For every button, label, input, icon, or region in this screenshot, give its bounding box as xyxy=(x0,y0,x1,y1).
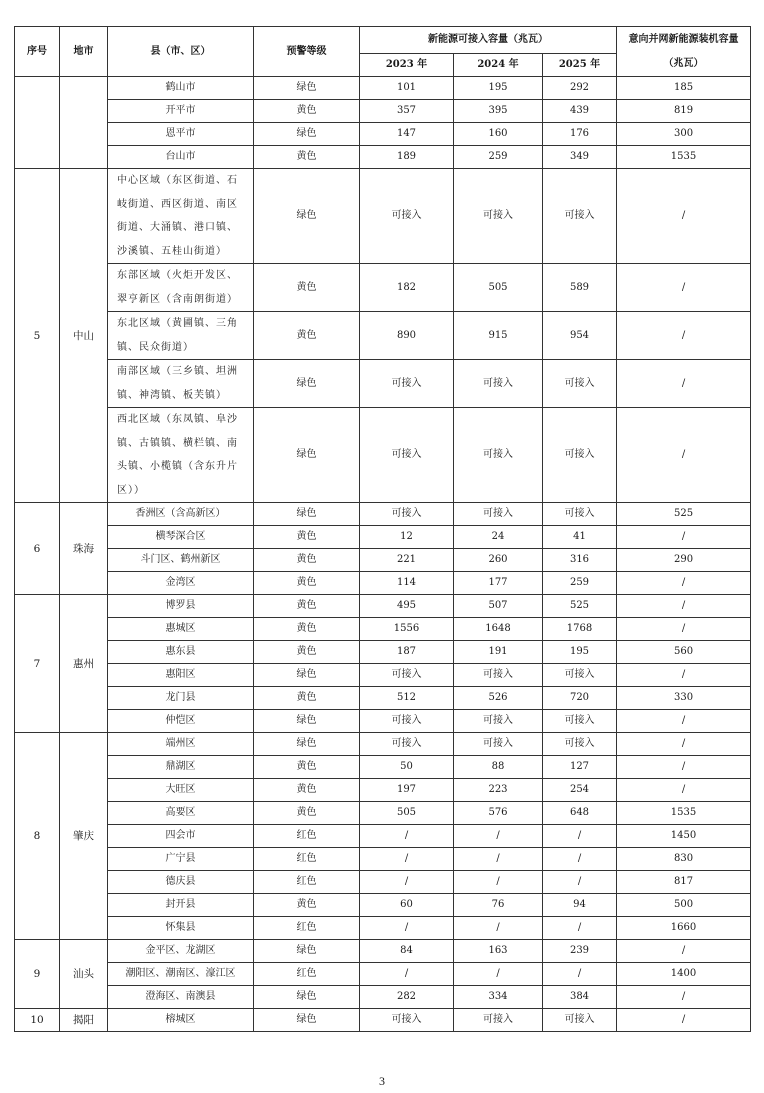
row-index-cell: 7 xyxy=(15,595,60,733)
warning-level-cell: 红色 xyxy=(254,848,360,871)
capacity-2024-cell: 505 xyxy=(454,264,543,312)
county-cell: 仲恺区 xyxy=(108,710,254,733)
table-row xyxy=(15,264,751,312)
header-installed-capacity: 意向并网新能源装机容量（兆瓦） xyxy=(617,27,751,77)
table-row xyxy=(15,687,751,710)
capacity-2023-cell: 512 xyxy=(360,687,454,710)
capacity-2025-cell: 可接入 xyxy=(543,1009,617,1032)
capacity-2024-cell: / xyxy=(454,825,543,848)
capacity-2023-cell: 221 xyxy=(360,549,454,572)
table-row xyxy=(15,312,751,360)
row-index-cell xyxy=(15,77,60,169)
capacity-2025-cell: 349 xyxy=(543,146,617,169)
capacity-2024-cell: 526 xyxy=(454,687,543,710)
capacity-2023-cell: 可接入 xyxy=(360,408,454,503)
header-city: 地市 xyxy=(60,27,108,77)
installed-capacity-cell: / xyxy=(617,360,751,408)
capacity-2023-cell: / xyxy=(360,848,454,871)
capacity-2025-cell: 954 xyxy=(543,312,617,360)
capacity-2023-cell: 495 xyxy=(360,595,454,618)
county-cell: 龙门县 xyxy=(108,687,254,710)
installed-capacity-cell: 817 xyxy=(617,871,751,894)
table-row xyxy=(15,618,751,641)
capacity-2025-cell: / xyxy=(543,963,617,986)
row-index-cell: 8 xyxy=(15,733,60,940)
capacity-2024-cell: 507 xyxy=(454,595,543,618)
capacity-2025-cell: / xyxy=(543,871,617,894)
capacity-2024-cell: 可接入 xyxy=(454,169,543,264)
table-header xyxy=(15,27,751,77)
header-warning-level: 预警等级 xyxy=(254,27,360,77)
installed-capacity-cell: 1660 xyxy=(617,917,751,940)
county-cell: 东部区域（火炬开发区、翠亨新区（含南朗街道） xyxy=(108,264,254,312)
capacity-2024-cell: 24 xyxy=(454,526,543,549)
capacity-2024-cell: 260 xyxy=(454,549,543,572)
installed-capacity-cell: / xyxy=(617,264,751,312)
table-row xyxy=(15,848,751,871)
table-row xyxy=(15,802,751,825)
capacity-2025-cell: / xyxy=(543,917,617,940)
installed-capacity-cell: / xyxy=(617,779,751,802)
installed-capacity-cell: 1450 xyxy=(617,825,751,848)
capacity-2025-cell: 254 xyxy=(543,779,617,802)
capacity-2025-cell: 176 xyxy=(543,123,617,146)
row-index-cell: 10 xyxy=(15,1009,60,1032)
table-row xyxy=(15,169,751,264)
county-cell: 香洲区（含高新区） xyxy=(108,503,254,526)
warning-level-cell: 绿色 xyxy=(254,1009,360,1032)
county-cell: 惠东县 xyxy=(108,641,254,664)
capacity-2023-cell: 可接入 xyxy=(360,1009,454,1032)
capacity-2025-cell: 1768 xyxy=(543,618,617,641)
capacity-2023-cell: 60 xyxy=(360,894,454,917)
county-cell: 博罗县 xyxy=(108,595,254,618)
warning-level-cell: 黄色 xyxy=(254,756,360,779)
county-cell: 台山市 xyxy=(108,146,254,169)
warning-level-cell: 绿色 xyxy=(254,169,360,264)
table-row xyxy=(15,779,751,802)
capacity-2023-cell: 197 xyxy=(360,779,454,802)
capacity-2024-cell: / xyxy=(454,871,543,894)
table-row xyxy=(15,710,751,733)
capacity-2025-cell: 可接入 xyxy=(543,503,617,526)
header-year-2024: 2024 年 xyxy=(454,54,543,77)
capacity-2025-cell: 41 xyxy=(543,526,617,549)
capacity-2024-cell: 可接入 xyxy=(454,408,543,503)
capacity-2025-cell: 439 xyxy=(543,100,617,123)
capacity-2023-cell: 可接入 xyxy=(360,169,454,264)
table-row xyxy=(15,1009,751,1032)
capacity-2024-cell: 76 xyxy=(454,894,543,917)
header-year-2023: 2023 年 xyxy=(360,54,454,77)
capacity-2023-cell: / xyxy=(360,825,454,848)
table-row xyxy=(15,572,751,595)
capacity-2023-cell: 147 xyxy=(360,123,454,146)
capacity-2025-cell: 525 xyxy=(543,595,617,618)
warning-level-cell: 绿色 xyxy=(254,733,360,756)
warning-level-cell: 黄色 xyxy=(254,687,360,710)
capacity-2024-cell: 395 xyxy=(454,100,543,123)
capacity-2025-cell: 720 xyxy=(543,687,617,710)
warning-level-cell: 黄色 xyxy=(254,146,360,169)
table-row xyxy=(15,526,751,549)
capacity-2024-cell: 160 xyxy=(454,123,543,146)
warning-level-cell: 黄色 xyxy=(254,641,360,664)
installed-capacity-cell: 330 xyxy=(617,687,751,710)
warning-level-cell: 黄色 xyxy=(254,595,360,618)
capacity-2024-cell: 1648 xyxy=(454,618,543,641)
installed-capacity-cell: 1400 xyxy=(617,963,751,986)
capacity-2024-cell: 可接入 xyxy=(454,1009,543,1032)
capacity-2025-cell: 127 xyxy=(543,756,617,779)
installed-capacity-cell: 300 xyxy=(617,123,751,146)
header-capacity-group: 新能源可接入容量（兆瓦） xyxy=(360,27,617,54)
installed-capacity-cell: 525 xyxy=(617,503,751,526)
capacity-2025-cell: / xyxy=(543,825,617,848)
capacity-2024-cell: 334 xyxy=(454,986,543,1009)
capacity-2023-cell: 可接入 xyxy=(360,733,454,756)
county-cell: 南部区域（三乡镇、坦洲镇、神湾镇、板芙镇） xyxy=(108,360,254,408)
warning-level-cell: 黄色 xyxy=(254,526,360,549)
city-cell: 汕头 xyxy=(60,940,108,1009)
row-index-cell: 5 xyxy=(15,169,60,503)
installed-capacity-cell: / xyxy=(617,1009,751,1032)
capacity-2024-cell: 可接入 xyxy=(454,664,543,687)
city-cell xyxy=(60,77,108,169)
warning-level-cell: 绿色 xyxy=(254,123,360,146)
capacity-2023-cell: 189 xyxy=(360,146,454,169)
county-cell: 金平区、龙湖区 xyxy=(108,940,254,963)
warning-level-cell: 绿色 xyxy=(254,503,360,526)
warning-level-cell: 黄色 xyxy=(254,802,360,825)
header-index: 序号 xyxy=(15,27,60,77)
capacity-2025-cell: 239 xyxy=(543,940,617,963)
county-cell: 封开县 xyxy=(108,894,254,917)
table-row xyxy=(15,100,751,123)
header-county: 县（市、区） xyxy=(108,27,254,77)
capacity-2023-cell: 1556 xyxy=(360,618,454,641)
capacity-2024-cell: 88 xyxy=(454,756,543,779)
warning-level-cell: 红色 xyxy=(254,871,360,894)
warning-level-cell: 红色 xyxy=(254,825,360,848)
page-number: 3 xyxy=(379,1074,385,1088)
capacity-2023-cell: 182 xyxy=(360,264,454,312)
row-index-cell: 9 xyxy=(15,940,60,1009)
installed-capacity-cell: / xyxy=(617,986,751,1009)
capacity-2023-cell: 12 xyxy=(360,526,454,549)
capacity-2025-cell: 可接入 xyxy=(543,664,617,687)
capacity-2023-cell: 357 xyxy=(360,100,454,123)
county-cell: 西北区域（东凤镇、阜沙镇、古镇镇、横栏镇、南头镇、小榄镇（含东升片区）） xyxy=(108,408,254,503)
warning-level-cell: 绿色 xyxy=(254,77,360,100)
table-row xyxy=(15,595,751,618)
capacity-2025-cell: / xyxy=(543,848,617,871)
county-cell: 鼎湖区 xyxy=(108,756,254,779)
city-cell: 中山 xyxy=(60,169,108,503)
county-cell: 榕城区 xyxy=(108,1009,254,1032)
warning-level-cell: 绿色 xyxy=(254,408,360,503)
capacity-2023-cell: / xyxy=(360,917,454,940)
warning-level-cell: 绿色 xyxy=(254,664,360,687)
installed-capacity-cell: 830 xyxy=(617,848,751,871)
capacity-2025-cell: 384 xyxy=(543,986,617,1009)
capacity-2025-cell: 94 xyxy=(543,894,617,917)
warning-level-cell: 黄色 xyxy=(254,100,360,123)
installed-capacity-cell: / xyxy=(617,664,751,687)
capacity-2025-cell: 可接入 xyxy=(543,408,617,503)
county-cell: 中心区域（东区街道、石岐街道、西区街道、南区街道、大涌镇、港口镇、沙溪镇、五桂山街道） xyxy=(108,169,254,264)
capacity-2024-cell: 可接入 xyxy=(454,733,543,756)
capacity-2023-cell: / xyxy=(360,963,454,986)
capacity-2025-cell: 648 xyxy=(543,802,617,825)
installed-capacity-cell: / xyxy=(617,618,751,641)
capacity-table xyxy=(14,26,751,1032)
capacity-2025-cell: 316 xyxy=(543,549,617,572)
warning-level-cell: 绿色 xyxy=(254,360,360,408)
county-cell: 潮阳区、潮南区、濠江区 xyxy=(108,963,254,986)
installed-capacity-cell: / xyxy=(617,169,751,264)
table-row xyxy=(15,917,751,940)
warning-level-cell: 黄色 xyxy=(254,312,360,360)
table-row xyxy=(15,641,751,664)
city-cell: 揭阳 xyxy=(60,1009,108,1032)
warning-level-cell: 绿色 xyxy=(254,940,360,963)
table-row xyxy=(15,664,751,687)
county-cell: 横琴深合区 xyxy=(108,526,254,549)
warning-level-cell: 红色 xyxy=(254,963,360,986)
table-row xyxy=(15,77,751,100)
warning-level-cell: 绿色 xyxy=(254,986,360,1009)
capacity-2024-cell: 可接入 xyxy=(454,360,543,408)
table-row xyxy=(15,756,751,779)
table-body xyxy=(15,77,751,1032)
installed-capacity-cell: 185 xyxy=(617,77,751,100)
capacity-2023-cell: 101 xyxy=(360,77,454,100)
installed-capacity-cell: / xyxy=(617,312,751,360)
capacity-2023-cell: 890 xyxy=(360,312,454,360)
installed-capacity-cell: 500 xyxy=(617,894,751,917)
capacity-2025-cell: 259 xyxy=(543,572,617,595)
city-cell: 惠州 xyxy=(60,595,108,733)
installed-capacity-cell: 1535 xyxy=(617,146,751,169)
table-row xyxy=(15,408,751,503)
installed-capacity-cell: / xyxy=(617,572,751,595)
warning-level-cell: 绿色 xyxy=(254,710,360,733)
table-row xyxy=(15,733,751,756)
warning-level-cell: 黄色 xyxy=(254,618,360,641)
county-cell: 端州区 xyxy=(108,733,254,756)
installed-capacity-cell: / xyxy=(617,408,751,503)
capacity-2024-cell: 195 xyxy=(454,77,543,100)
county-cell: 东北区域（黄圃镇、三角镇、民众街道） xyxy=(108,312,254,360)
installed-capacity-cell: / xyxy=(617,526,751,549)
capacity-2024-cell: 可接入 xyxy=(454,710,543,733)
capacity-2023-cell: 505 xyxy=(360,802,454,825)
capacity-2023-cell: 可接入 xyxy=(360,664,454,687)
county-cell: 斗门区、鹤州新区 xyxy=(108,549,254,572)
capacity-2024-cell: / xyxy=(454,963,543,986)
capacity-2025-cell: 可接入 xyxy=(543,733,617,756)
capacity-2024-cell: 177 xyxy=(454,572,543,595)
warning-level-cell: 黄色 xyxy=(254,894,360,917)
table-row xyxy=(15,503,751,526)
capacity-2024-cell: 915 xyxy=(454,312,543,360)
capacity-2024-cell: 可接入 xyxy=(454,503,543,526)
table-row xyxy=(15,940,751,963)
table-row xyxy=(15,871,751,894)
capacity-2024-cell: 223 xyxy=(454,779,543,802)
capacity-2023-cell: 84 xyxy=(360,940,454,963)
capacity-2023-cell: 可接入 xyxy=(360,503,454,526)
table-row xyxy=(15,123,751,146)
county-cell: 澄海区、南澳县 xyxy=(108,986,254,1009)
warning-level-cell: 红色 xyxy=(254,917,360,940)
installed-capacity-cell: / xyxy=(617,733,751,756)
installed-capacity-cell: / xyxy=(617,710,751,733)
table-row xyxy=(15,894,751,917)
warning-level-cell: 黄色 xyxy=(254,549,360,572)
capacity-2024-cell: 259 xyxy=(454,146,543,169)
capacity-2025-cell: 292 xyxy=(543,77,617,100)
table-row xyxy=(15,825,751,848)
capacity-2023-cell: 114 xyxy=(360,572,454,595)
capacity-2025-cell: 195 xyxy=(543,641,617,664)
city-cell: 肇庆 xyxy=(60,733,108,940)
capacity-2025-cell: 可接入 xyxy=(543,360,617,408)
installed-capacity-cell: 560 xyxy=(617,641,751,664)
warning-level-cell: 黄色 xyxy=(254,264,360,312)
capacity-2023-cell: / xyxy=(360,871,454,894)
capacity-2024-cell: 191 xyxy=(454,641,543,664)
capacity-2023-cell: 可接入 xyxy=(360,710,454,733)
installed-capacity-cell: / xyxy=(617,940,751,963)
county-cell: 德庆县 xyxy=(108,871,254,894)
county-cell: 惠城区 xyxy=(108,618,254,641)
capacity-2024-cell: 576 xyxy=(454,802,543,825)
capacity-2024-cell: 163 xyxy=(454,940,543,963)
capacity-2023-cell: 50 xyxy=(360,756,454,779)
county-cell: 四会市 xyxy=(108,825,254,848)
installed-capacity-cell: 290 xyxy=(617,549,751,572)
table-row xyxy=(15,360,751,408)
warning-level-cell: 黄色 xyxy=(254,572,360,595)
county-cell: 鹤山市 xyxy=(108,77,254,100)
capacity-2025-cell: 可接入 xyxy=(543,710,617,733)
header-year-2025: 2025 年 xyxy=(543,54,617,77)
capacity-2024-cell: / xyxy=(454,848,543,871)
county-cell: 开平市 xyxy=(108,100,254,123)
capacity-2023-cell: 282 xyxy=(360,986,454,1009)
county-cell: 金湾区 xyxy=(108,572,254,595)
county-cell: 惠阳区 xyxy=(108,664,254,687)
county-cell: 广宁县 xyxy=(108,848,254,871)
installed-capacity-cell: 1535 xyxy=(617,802,751,825)
capacity-2023-cell: 可接入 xyxy=(360,360,454,408)
county-cell: 高要区 xyxy=(108,802,254,825)
county-cell: 怀集县 xyxy=(108,917,254,940)
row-index-cell: 6 xyxy=(15,503,60,595)
capacity-2024-cell: / xyxy=(454,917,543,940)
city-cell: 珠海 xyxy=(60,503,108,595)
county-cell: 恩平市 xyxy=(108,123,254,146)
capacity-2023-cell: 187 xyxy=(360,641,454,664)
warning-level-cell: 黄色 xyxy=(254,779,360,802)
table-row xyxy=(15,963,751,986)
county-cell: 大旺区 xyxy=(108,779,254,802)
installed-capacity-cell: 819 xyxy=(617,100,751,123)
capacity-2025-cell: 可接入 xyxy=(543,169,617,264)
table-row xyxy=(15,549,751,572)
capacity-2025-cell: 589 xyxy=(543,264,617,312)
table-row xyxy=(15,986,751,1009)
table-row xyxy=(15,146,751,169)
installed-capacity-cell: / xyxy=(617,756,751,779)
installed-capacity-cell: / xyxy=(617,595,751,618)
